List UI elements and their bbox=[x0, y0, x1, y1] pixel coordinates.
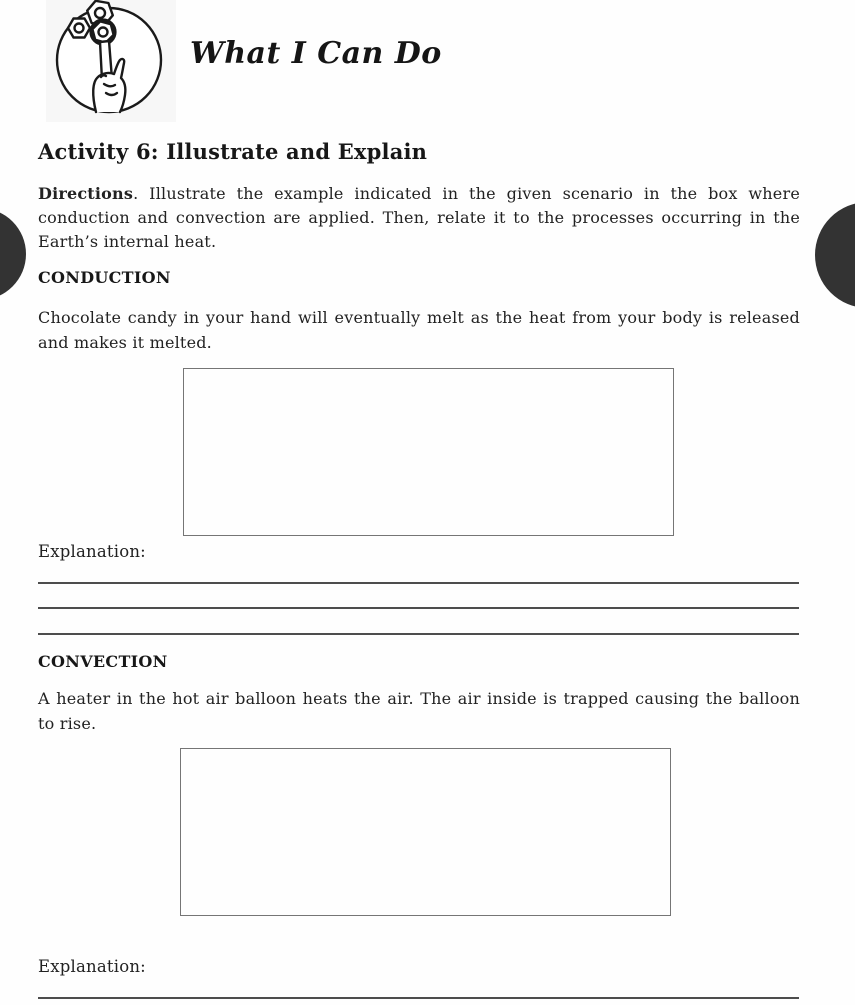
activity-title: Activity 6: Illustrate and Explain bbox=[38, 139, 428, 164]
conduction-drawing-box bbox=[183, 368, 674, 536]
answer-line bbox=[38, 607, 799, 609]
directions-body: . Illustrate the example indicated in the given scenario in the box where conduction and convection are applied. Then, relate it to the processes occurring in the Earth’s internal heat. bbox=[38, 184, 800, 251]
convection-drawing-box bbox=[180, 748, 671, 916]
conduction-scenario: Chocolate candy in your hand will eventually melt as the heat from your body is released and makes it melted. bbox=[38, 308, 800, 352]
conduction-heading: CONDUCTION bbox=[38, 268, 171, 287]
next-page-button[interactable] bbox=[815, 202, 855, 308]
convection-scenario: A heater in the hot air balloon heats the air. The air inside is trapped causing the balloon to rise. bbox=[38, 689, 800, 733]
prev-page-button[interactable] bbox=[0, 208, 26, 300]
answer-line bbox=[38, 633, 799, 635]
answer-line bbox=[38, 582, 799, 584]
convection-heading: CONVECTION bbox=[38, 652, 168, 671]
hand-wrench-icon bbox=[52, 0, 168, 122]
directions-label: Directions bbox=[38, 184, 134, 203]
icon-background bbox=[46, 0, 176, 122]
conduction-explanation-label: Explanation: bbox=[38, 542, 146, 561]
page-title: What I Can Do bbox=[190, 36, 442, 71]
convection-explanation-label: Explanation: bbox=[38, 957, 146, 976]
directions-paragraph bbox=[38, 182, 800, 254]
answer-line bbox=[38, 997, 799, 999]
